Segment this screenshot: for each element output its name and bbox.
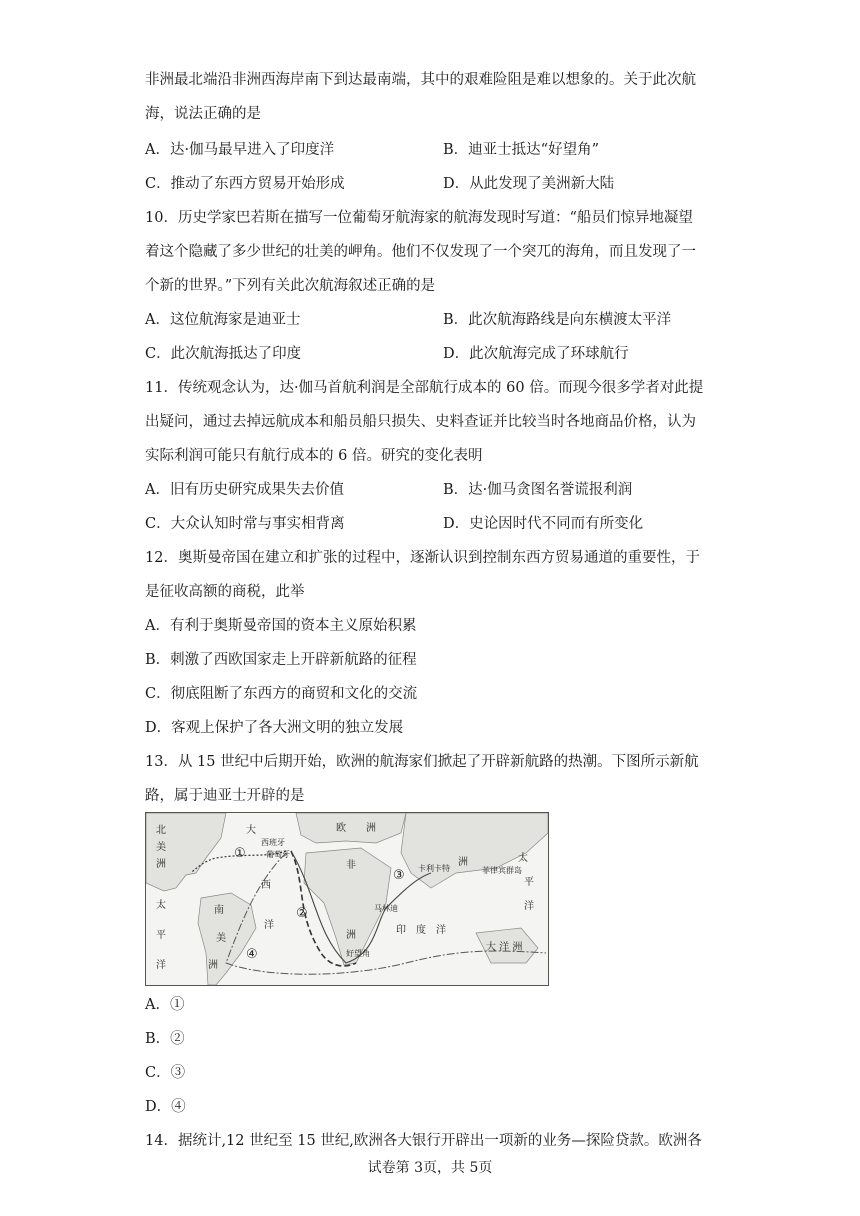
label-north-america-3: 洲 xyxy=(156,859,166,870)
q10-stem-line-1: 10．历史学家巴若斯在描写一位葡萄牙航海家的航海发现时写道：“船员们惊异地凝望 xyxy=(145,210,693,226)
q13-option-c: C．③ xyxy=(145,1065,186,1081)
q13-stem-line-2: 路，属于迪亚士开辟的是 xyxy=(145,788,305,804)
q12-stem-line-1: 12．奥斯曼帝国在建立和扩张的过程中，逐渐认识到控制东西方贸易通道的重要性，于 xyxy=(145,550,700,566)
label-atlantic-2: 西 xyxy=(261,880,271,891)
q9-option-b: B．迪亚士抵达“好望角” xyxy=(443,142,599,158)
label-south-america-1: 南 xyxy=(214,905,224,916)
label-portugal: 葡萄牙 xyxy=(266,850,290,859)
label-south-america-3: 洲 xyxy=(208,960,218,971)
q9-stem-line-2: 海，说法正确的是 xyxy=(145,106,261,122)
q11-stem-line-3: 实际利润可能只有航行成本的 6 倍。研究的变化表明 xyxy=(145,448,483,464)
q12-option-a: A．有利于奥斯曼帝国的资本主义原始积累 xyxy=(145,618,417,634)
marker-route-2: ② xyxy=(296,906,308,921)
label-calicut: 卡利卡特 xyxy=(418,864,450,873)
label-philippines: 菲律宾群岛 xyxy=(482,866,522,875)
label-asia: 洲 xyxy=(458,857,468,868)
q11-option-a: A．旧有历史研究成果失去价值 xyxy=(145,482,344,498)
label-south-america-2: 美 xyxy=(216,933,226,944)
q10-option-d: D．此次航海完成了环球航行 xyxy=(443,346,629,362)
q9-option-c: C．推动了东西方贸易开始形成 xyxy=(145,176,345,192)
page-footer: 试卷第 3页，共 5页 xyxy=(367,1160,493,1176)
label-north-america-1: 北 xyxy=(156,825,166,836)
q12-option-b: B．刺激了西欧国家走上开辟新航路的征程 xyxy=(145,652,417,668)
marker-route-1: ① xyxy=(234,846,246,861)
label-africa-1: 非 xyxy=(346,860,356,871)
q9-stem-line-1: 非洲最北端沿非洲西海岸南下到达最南端，其中的艰难险阻是难以想象的。关于此次航 xyxy=(145,72,696,88)
q10-stem-line-2: 着这个隐藏了多少世纪的壮美的岬角。他们不仅发现了一个突兀的海角，而且发现了一 xyxy=(145,244,696,260)
q12-option-d: D．客观上保护了各大洲文明的独立发展 xyxy=(145,720,404,736)
q10-option-a: A．这位航海家是迪亚士 xyxy=(145,312,301,328)
label-pacific-right-3: 洋 xyxy=(524,901,534,912)
marker-route-3: ③ xyxy=(393,868,405,883)
q10-option-b: B．此次航海路线是向东横渡太平洋 xyxy=(443,312,672,328)
q10-option-c: C．此次航海抵达了印度 xyxy=(145,346,302,362)
q13-option-b: B．② xyxy=(145,1031,185,1047)
label-pacific-left-3: 洋 xyxy=(156,960,166,971)
q11-option-b: B．达·伽马贪图名誉谎报利润 xyxy=(443,482,633,498)
label-spain: 西班牙 xyxy=(261,838,285,847)
label-malindi: 马林迪 xyxy=(374,904,398,913)
label-oceania: 大 洋 洲 xyxy=(486,942,523,953)
label-pacific-right-2: 平 xyxy=(524,877,534,888)
label-cape-of-good-hope: 好望角 xyxy=(346,949,370,958)
voyage-route-map xyxy=(145,812,549,986)
label-north-america-2: 美 xyxy=(156,842,166,853)
label-pacific-left-2: 平 xyxy=(156,930,166,941)
marker-route-4: ④ xyxy=(246,947,258,962)
label-pacific-left-1: 太 xyxy=(156,900,166,911)
label-europe: 欧 洲 xyxy=(336,823,376,834)
q11-option-c: C．大众认知时常与事实相背离 xyxy=(145,516,345,532)
label-indian-ocean: 印 度 洋 xyxy=(396,925,446,936)
q9-option-d: D．从此发现了美洲新大陆 xyxy=(443,176,615,192)
q12-stem-line-2: 是征收高额的商税，此举 xyxy=(145,584,305,600)
q10-stem-line-3: 个新的世界。”下列有关此次航海叙述正确的是 xyxy=(145,278,436,294)
q9-option-a: A．达·伽马最早进入了印度洋 xyxy=(145,142,335,158)
q11-stem-line-2: 出疑问，通过去掉远航成本和船员船只损失、史料查证并比较当时各地商品价格，认为 xyxy=(145,414,696,430)
q13-option-a: A．① xyxy=(145,997,185,1013)
q13-stem-line-1: 13．从 15 世纪中后期开始，欧洲的航海家们掀起了开辟新航路的热潮。下图所示新航 xyxy=(145,754,699,770)
q11-stem-line-1: 11．传统观念认为，达·伽马首航利润是全部航行成本的 60 倍。而现今很多学者对此提 xyxy=(145,380,704,396)
label-pacific-right-1: 太 xyxy=(518,853,528,864)
south-america-shape xyxy=(198,893,256,985)
label-atlantic-1: 大 xyxy=(246,825,256,836)
label-africa-2: 洲 xyxy=(346,930,356,941)
q14-stem-line-1: 14．据统计,12 世纪至 15 世纪,欧洲各大银行开辟出一项新的业务—探险贷款。欧洲各 xyxy=(145,1133,702,1149)
q11-option-d: D．史论因时代不同而有所变化 xyxy=(443,516,644,532)
label-atlantic-3: 洋 xyxy=(264,920,274,931)
q12-option-c: C．彻底阻断了东西方的商贸和文化的交流 xyxy=(145,686,418,702)
q13-option-d: D．④ xyxy=(145,1099,186,1115)
